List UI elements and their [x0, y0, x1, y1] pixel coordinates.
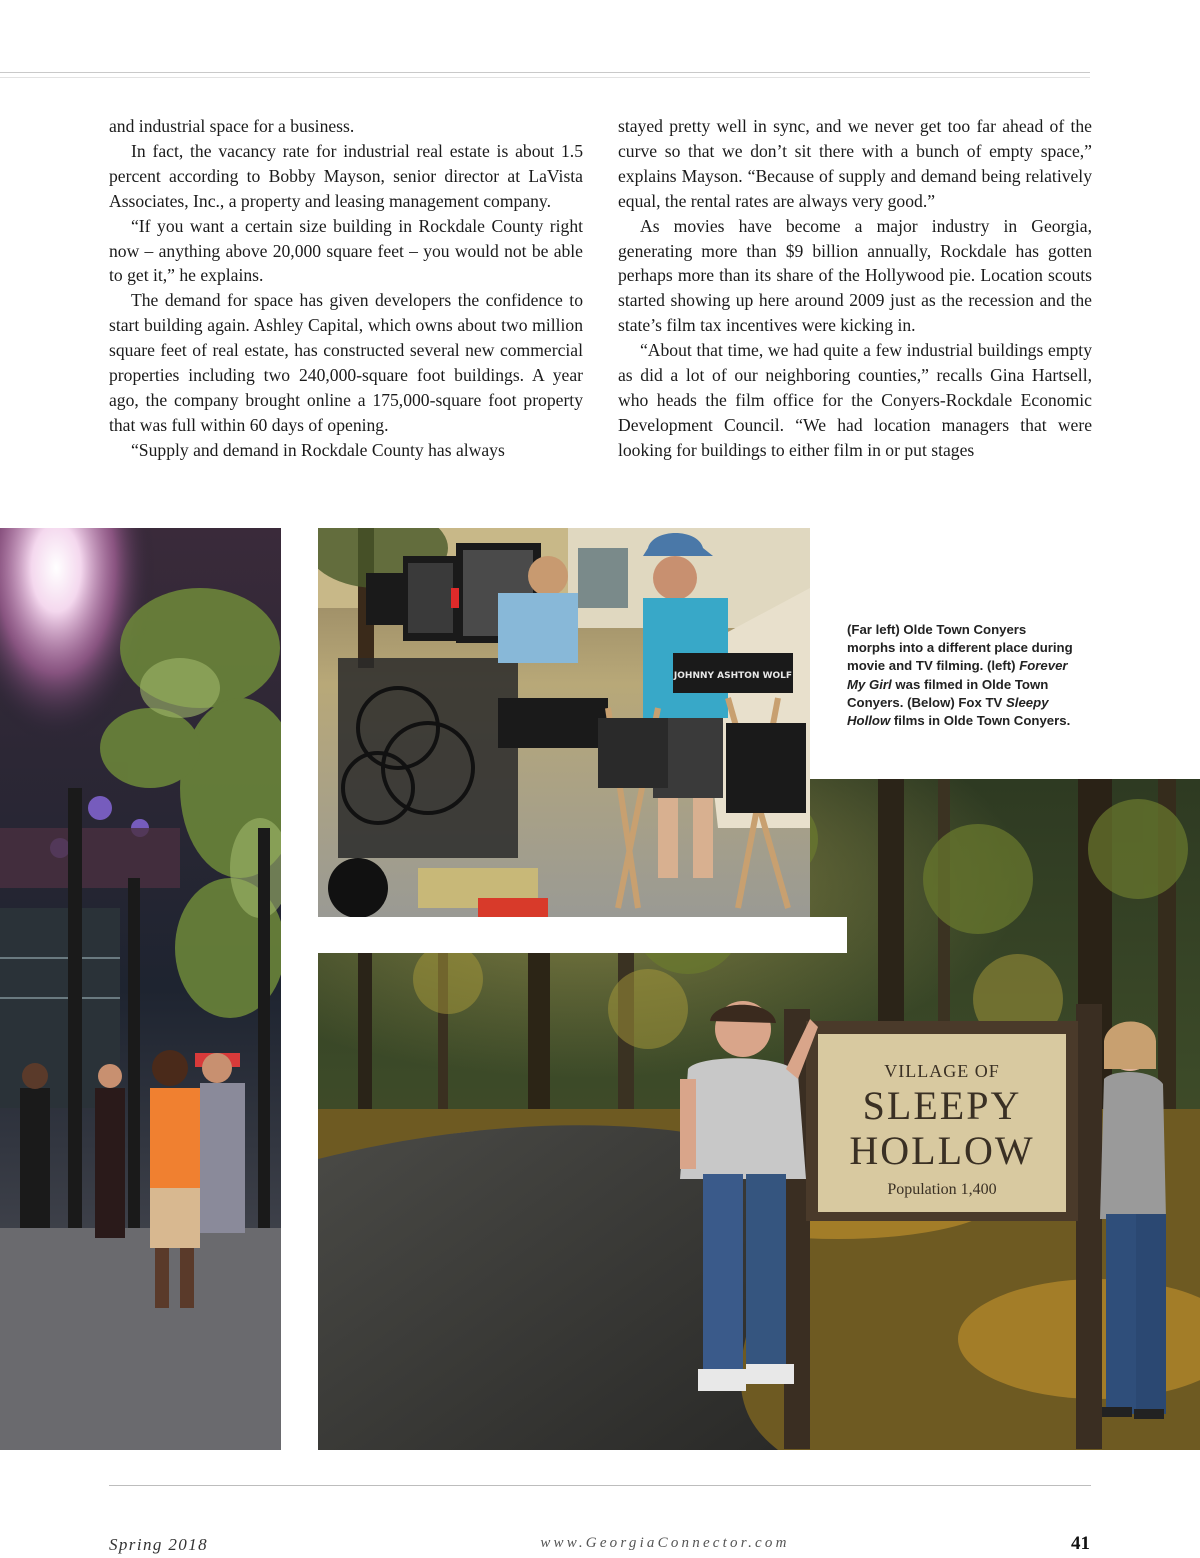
director-chair-name: JOHNNY ASHTON WOLF — [673, 671, 793, 681]
sign-text-sleepy: SLEEPY — [862, 1083, 1022, 1128]
caption-text: was filmed in Olde Town Conyers. (Below) Fox TV — [847, 676, 1049, 710]
paragraph: In fact, the vacancy rate for industrial real estate is about 1.5 percent according to Bobby Mayson, senior director at LaVista Associates, Inc., a property and leasing management company. — [109, 140, 583, 211]
photo-caption — [847, 621, 1077, 730]
photo-gap — [318, 917, 847, 953]
caption-title-forever-my-girl: Forever My Girl — [847, 658, 1068, 692]
article-column-right — [618, 114, 1092, 463]
top-rule — [0, 72, 1090, 73]
article-column-left — [109, 114, 583, 463]
page-number: 41 — [1071, 1533, 1090, 1554]
paragraph: As movies have become a major industry in Georgia, generating more than $9 billion annually, Rockdale has gotten perhaps more than its share of the Hollywood pie. Location scouts started showing up here around 2009 just as the recession and the state’s film tax incentives were kicking in. — [618, 215, 1092, 336]
sign-text-village-of: VILLAGE OF — [884, 1061, 1000, 1081]
paragraph: “About that time, we had quite a few industrial buildings empty as did a lot of our neighboring counties,” recalls Gina Hartsell, who heads the film office for the Conyers-Rockdale Economic Development Council. “We had location managers that were looking for buildings to either film in or put stages — [618, 340, 1092, 460]
caption-text: films in Olde Town Conyers. — [890, 713, 1071, 729]
photo-olde-town-night-scene — [0, 528, 281, 1450]
paragraph: The demand for space has given developers the confidence to start building again. Ashley Capital, which owns about two million square feet of real estate, has constructed several new commercial properties including two 240,000-square foot buildings. A year ago, the company brought online a 175,000-square foot property that was full within 60 days of opening. — [109, 290, 583, 435]
footer-issue: Spring 2018 — [109, 1535, 208, 1554]
sign-text-population: Population 1,400 — [887, 1181, 997, 1198]
footer-rule — [109, 1485, 1091, 1486]
caption-text: (Far left) Olde Town Conyers morphs into a different place during movie and TV filming. (left) — [847, 622, 1073, 674]
photo-forever-my-girl-film-set — [318, 528, 810, 917]
top-rule-secondary — [0, 77, 1090, 78]
paragraph: and industrial space for a business. — [109, 116, 355, 136]
caption-title-sleepy-hollow: Sleepy Hollow — [847, 694, 1049, 729]
paragraph: “If you want a certain size building in Rockdale County right now – anything above 20,000 square feet – you would not be able to get it,” he explains. — [109, 215, 583, 286]
footer-website: www.GeorgiaConnector.com — [540, 1535, 790, 1551]
paragraph: “Supply and demand in Rockdale County has always — [131, 439, 505, 460]
paragraph: stayed pretty well in sync, and we never get too far ahead of the curve so that we don’t sit there with a bunch of empty space,” explains Mayson. “Because of supply and demand being relatively equal, the rental rates are always very good.” — [618, 116, 1092, 211]
sign-text-hollow: HOLLOW — [849, 1128, 1035, 1173]
woman-figure — [1100, 1022, 1166, 1420]
